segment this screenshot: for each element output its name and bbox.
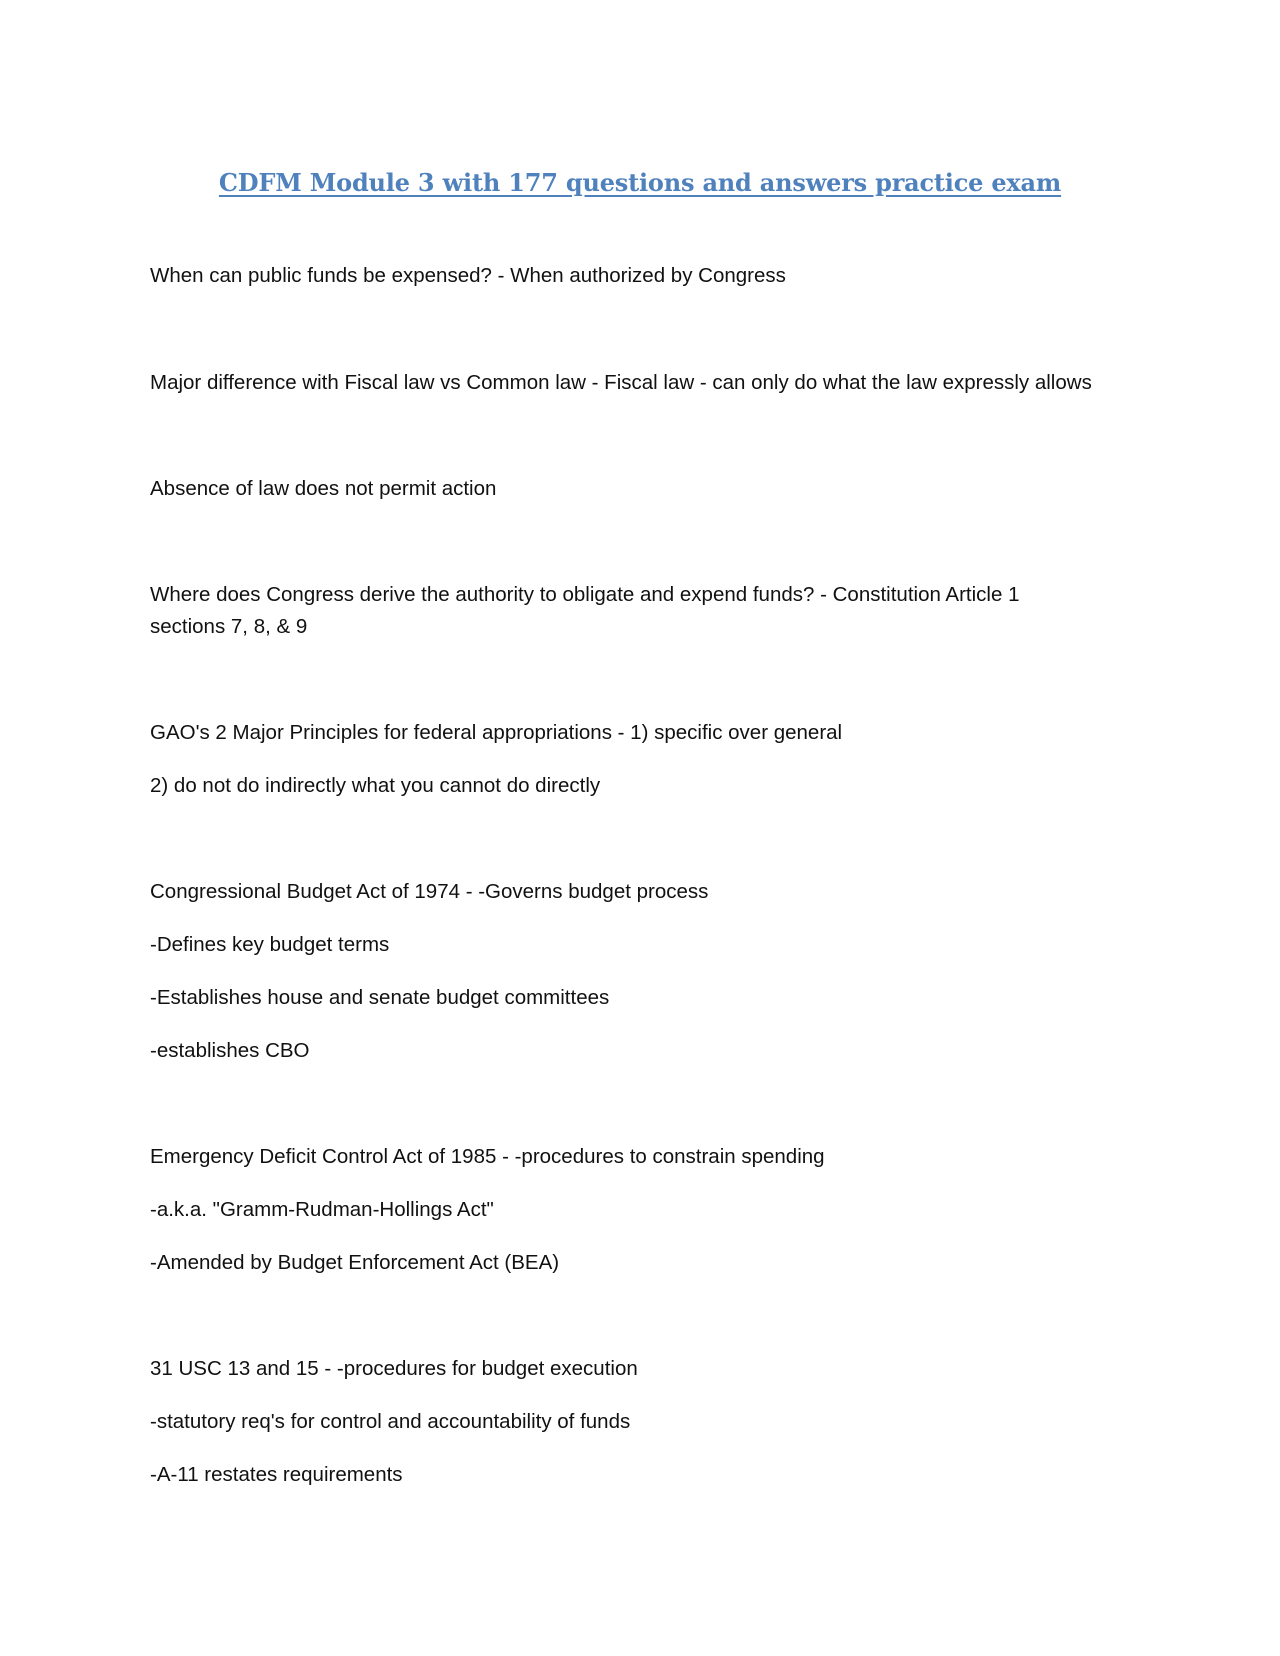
qa-line-4: Where does Congress derive the authority to obligate and expend funds? - Constitution Article 1 sections 7, 8, & 9 [150,583,1020,638]
qa-line-11: Emergency Deficit Control Act of 1985 - -procedures to constrain spending [150,1145,825,1168]
qa-line-16: -A-11 restates requirements [150,1463,403,1486]
qa-line-1: When can public funds be expensed? - When authorized by Congress [150,264,786,287]
qa-line-2: Major difference with Fiscal law vs Common law - Fiscal law - can only do what the law expressly allows [150,371,1092,394]
qa-line-7: Congressional Budget Act of 1974 - -Governs budget process [150,880,709,903]
qa-line-13: -Amended by Budget Enforcement Act (BEA) [150,1251,560,1274]
qa-line-14: 31 USC 13 and 15 - -procedures for budget execution [150,1357,638,1380]
qa-line-5: GAO's 2 Major Principles for federal appropriations - 1) specific over general [150,721,843,744]
document-title: CDFM Module 3 with 177 questions and answers practice exam [218,168,1062,197]
qa-line-6: 2) do not do indirectly what you cannot do directly [150,774,601,797]
qa-line-9: -Establishes house and senate budget committees [150,986,610,1009]
qa-line-12: -a.k.a. "Gramm-Rudman-Hollings Act" [150,1198,494,1221]
qa-line-10: -establishes CBO [150,1039,310,1062]
qa-line-3: Absence of law does not permit action [150,477,497,500]
qa-line-15: -statutory req's for control and accountability of funds [150,1410,631,1433]
qa-line-8: -Defines key budget terms [150,933,390,956]
